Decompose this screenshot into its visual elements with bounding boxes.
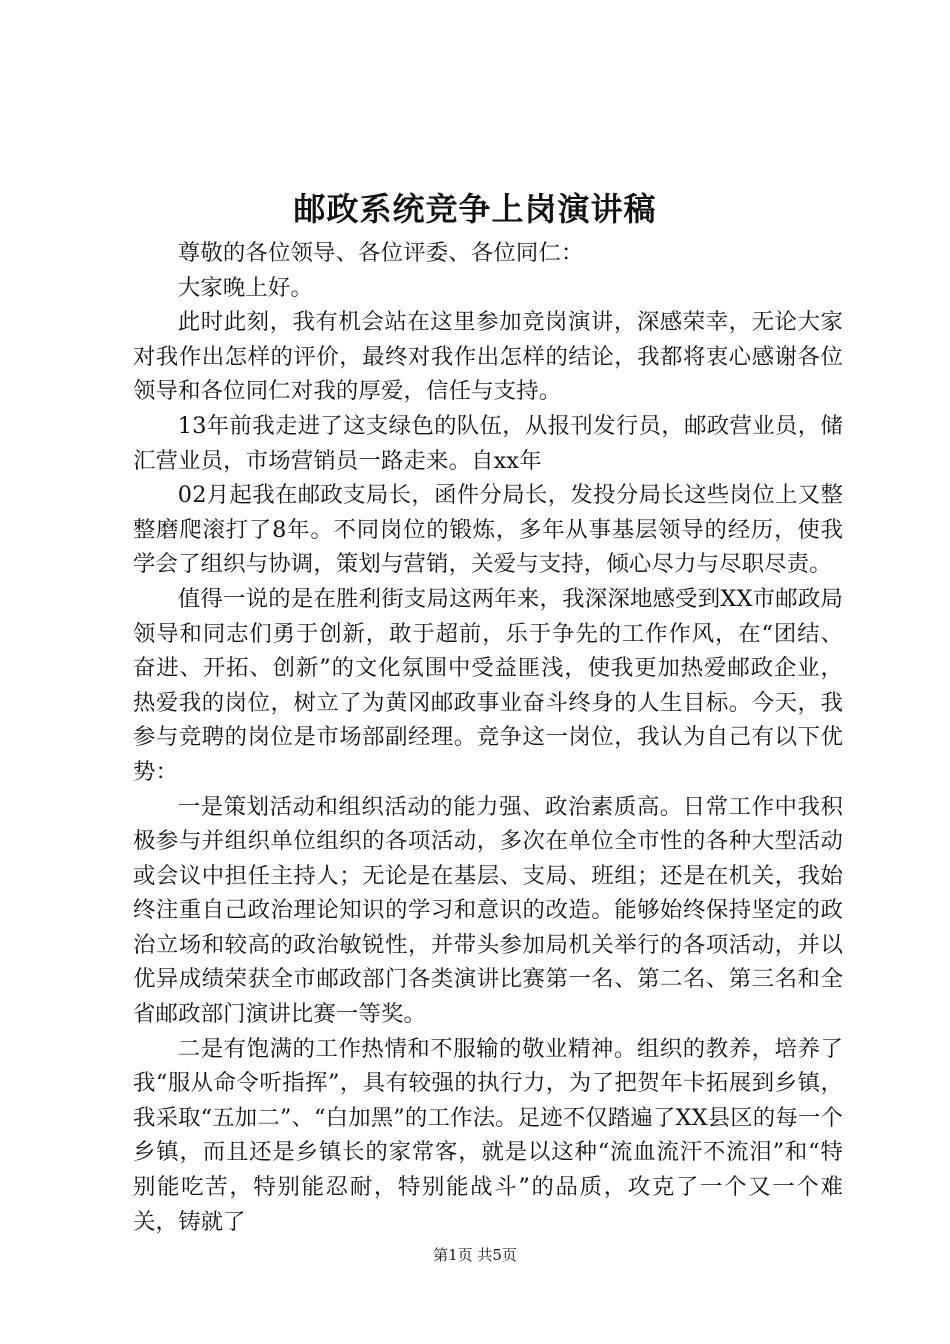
body-paragraph: 13年前我走进了这支绿色的队伍，从报刊发行员，邮政营业员，储汇营业员，市场营销员一路走来。自xx年 [133, 412, 843, 474]
body-paragraph: 一是策划活动和组织活动的能力强、政治素质高。日常工作中我积极参与并组织单位组织的各项活动，多次在单位全市性的各种大型活动或会议中担任主持人；无论是在基层、支局、班组；还是在机关，我始终注重自己政治理论知识的学习和意识的改造。能够始终保持坚定的政治立场和较高的政治敏锐性，并带头参加局机关举行的各项活动，并以优异成绩荣获全市邮政部门各类演讲比赛第一名、第二名、第三名和全省邮政部门演讲比赛一等奖。 [133, 793, 843, 1028]
page-number-footer: 第1页 共5页 [433, 1246, 517, 1264]
greeting-paragraph: 大家晚上好。 [177, 274, 314, 301]
body-paragraph: 二是有饱满的工作热情和不服输的敬业精神。组织的教养，培养了我“服从命令听指挥”，具有较强的执行力，为了把贺年卡拓展到乡镇，我采取“五加二”、“白加黑”的工作法。足迹不仅踏遍了XX县区的每一个乡镇，而且还是乡镇长的家常客，就是以这种“流血流汗不流泪”和“特别能吃苦，特别能忍耐，特别能战斗”的品质，攻克了一个又一个难关，铸就了 [133, 1035, 843, 1235]
document-title: 邮政系统竞争上岗演讲稿 [293, 190, 657, 228]
body-paragraph: 值得一说的是在胜利街支局这两年来，我深深地感受到XX市邮政局领导和同志们勇于创新，敢于超前，乐于争先的工作作风，在“团结、奋进、开拓、创新”的文化氛围中受益匪浅，使我更加热爱邮政企业，热爱我的岗位，树立了为黄冈邮政事业奋斗终身的人生目标。今天，我参与竞聘的岗位是市场部副经理。竞争这一岗位，我认为自己有以下优势： [133, 585, 843, 785]
body-paragraph: 此时此刻，我有机会站在这里参加竞岗演讲，深感荣幸，无论大家对我作出怎样的评价，最终对我作出怎样的结论，我都将衷心感谢各位领导和各位同仁对我的厚爱，信任与支持。 [133, 309, 843, 405]
body-paragraph: 02月起我在邮政支局长，函件分局长，发投分局长这些岗位上又整整磨爬滚打了8年。不同岗位的锻炼，多年从事基层领导的经历，使我学会了组织与协调，策划与营销，关爱与支持，倾心尽力与尽职尽责。 [133, 482, 843, 578]
document-body [133, 236, 843, 1239]
salutation-paragraph: 尊敬的各位领导、各位评委、各位同仁： [177, 240, 584, 266]
